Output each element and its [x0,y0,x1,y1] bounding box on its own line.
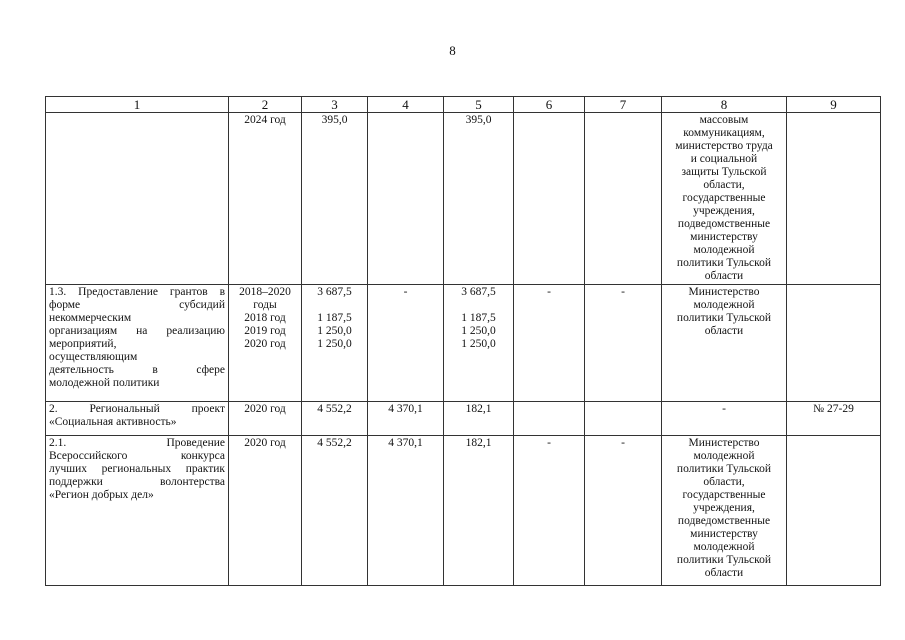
extra-budget-cell [585,113,662,285]
executor-cell [662,436,787,586]
total-cell [302,436,368,586]
cell-line: 1 250,0 [317,338,352,350]
column-header: 4 [368,97,444,113]
page-number: 8 [449,43,456,58]
cell-line: подведомственные [677,218,771,230]
table-row-2 [46,402,881,436]
cell-line: лучших региональных практик [49,463,225,475]
municipal-budget-cell [514,285,585,402]
regional-budget-cell [444,285,514,402]
column-header: 7 [585,97,662,113]
cell-line: области [704,325,744,337]
program-table [45,96,881,586]
cell-line: 2.1. Проведение [49,437,225,449]
cell-line: мероприятий, [49,338,117,350]
cell-line: осуществляющим [49,351,138,363]
column-header: 2 [229,97,302,113]
extra-budget-cell [585,285,662,402]
cell-line: 4 552,2 [317,437,352,449]
period-cell [229,402,302,436]
cell-line: 4 370,1 [388,403,423,415]
cell-line: политики Тульской [676,257,772,269]
column-header: 9 [787,97,881,113]
cell-line: 1 187,5 [461,312,496,324]
regional-budget-cell [444,402,514,436]
regional-budget-cell [444,113,514,285]
cell-line: области [704,270,744,282]
cell-line: некоммерческим [49,312,132,324]
cell-line: 1 187,5 [317,312,352,324]
cell-line: учреждения, [693,205,755,217]
cell-line: политики Тульской [676,463,772,475]
indicator-cell [787,113,881,285]
cell-line: «Социальная активность» [49,416,177,428]
cell-line: - [621,286,625,298]
total-cell [302,113,368,285]
cell-line: области [704,567,744,579]
indicator-cell [787,285,881,402]
cell-line: 2018 год [244,312,286,324]
cell-line: 2019 год [244,325,286,337]
cell-line: 1 250,0 [317,325,352,337]
cell-line: «Регион добрых дел» [49,489,154,501]
event-name-cell [46,285,229,402]
cell-line: Министерство [688,437,760,449]
municipal-budget-cell [514,402,585,436]
cell-line: 1.3. Предоставление грантов в [49,286,225,298]
cell-line: 182,1 [465,437,492,449]
regional-budget-cell [444,436,514,586]
table-header-row [46,97,881,113]
executor-cell [662,113,787,285]
cell-line: 2. Региональный проект [49,403,225,415]
cell-line: политики Тульской [676,312,772,324]
federal-budget-cell [368,402,444,436]
cell-line: Всероссийского конкурса [49,450,225,462]
municipal-budget-cell [514,436,585,586]
cell-line: 2024 год [244,114,286,126]
cell-line: массовым [699,114,749,126]
cell-line: министерство труда [675,140,773,152]
cell-line: организациям на реализацию [49,325,225,337]
cell-line: учреждения, [693,502,755,514]
column-header: 1 [46,97,229,113]
indicator-cell [787,436,881,586]
cell-line: - [722,403,726,415]
cell-line: 4 552,2 [317,403,352,415]
cell-line: - [547,286,551,298]
table-row-continuation [46,113,881,285]
cell-line: 1 250,0 [461,338,496,350]
cell-line: молодежной [693,541,755,553]
column-header: 8 [662,97,787,113]
cell-line: коммуникациям, [683,127,765,139]
executor-cell [662,402,787,436]
event-name-cell [46,402,229,436]
executor-cell [662,285,787,402]
indicator-cell [787,402,881,436]
cell-line: - [403,286,408,298]
column-header: 6 [514,97,585,113]
period-cell [229,285,302,402]
cell-line [447,299,510,312]
cell-line: - [621,437,625,449]
period-cell [229,113,302,285]
federal-budget-cell [368,285,444,402]
federal-budget-cell [368,113,444,285]
extra-budget-cell [585,436,662,586]
cell-line: 4 370,1 [388,437,423,449]
cell-line: молодежной [693,244,755,256]
cell-line [305,299,364,312]
cell-line: молодежной [693,299,755,311]
cell-line: № 27-29 [813,403,854,415]
total-cell [302,402,368,436]
cell-line: 395,0 [321,114,348,126]
federal-budget-cell [368,436,444,586]
cell-line: 2020 год [244,338,286,350]
column-header: 3 [302,97,368,113]
total-cell [302,285,368,402]
cell-line: молодежной [693,450,755,462]
municipal-budget-cell [514,113,585,285]
cell-line: деятельность в сфере [49,364,225,376]
cell-line: 2018–2020 [239,286,291,298]
cell-line: 182,1 [465,403,492,415]
cell-line: форме субсидий [49,299,225,311]
event-name-cell [46,436,229,586]
cell-line: государственные [682,192,766,204]
cell-line: 1 250,0 [461,325,496,337]
cell-line: 3 687,5 [317,286,352,298]
table-row-1-3 [46,285,881,402]
cell-line: министерству [690,231,758,243]
cell-line: подведомственные [677,515,771,527]
cell-line: молодежной политики [49,377,160,389]
cell-line: 2020 год [244,437,286,449]
table-row-2-1 [46,436,881,586]
cell-line: 3 687,5 [461,286,496,298]
cell-line: Министерство [688,286,760,298]
cell-line: поддержки волонтерства [49,476,225,488]
cell-line: годы [253,299,277,311]
cell-line: политики Тульской [676,554,772,566]
period-cell [229,436,302,586]
event-name-cell [46,113,229,285]
cell-line: государственные [682,489,766,501]
cell-line: защиты Тульской [681,166,767,178]
cell-line: области, [703,179,745,191]
cell-line: министерству [690,528,758,540]
extra-budget-cell [585,402,662,436]
column-header: 5 [444,97,514,113]
cell-line: 395,0 [465,114,492,126]
cell-line: области, [703,476,745,488]
cell-line: 2020 год [244,403,286,415]
cell-line: - [547,437,551,449]
cell-line: и социальной [690,153,758,165]
